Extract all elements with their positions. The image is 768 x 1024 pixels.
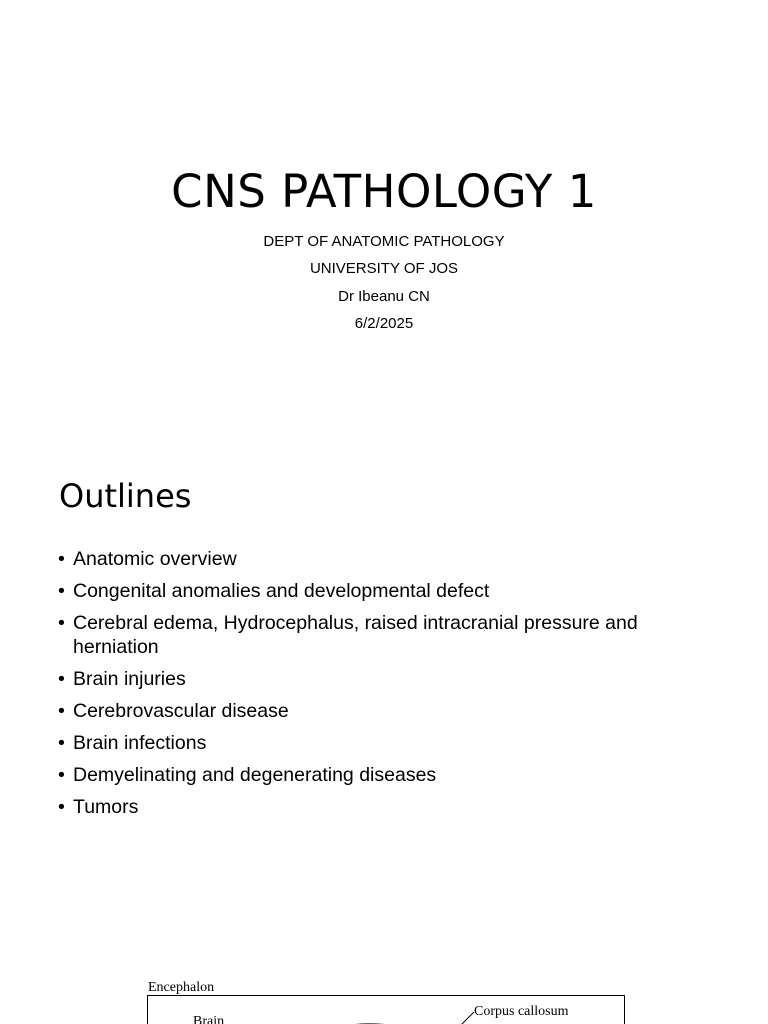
list-item xyxy=(58,700,698,724)
subtitle-date: 6/2/2025 xyxy=(354,314,414,332)
subtitle-block xyxy=(0,228,768,337)
bullet-dot: • xyxy=(58,612,65,635)
brain-diagram xyxy=(147,995,625,1024)
outline-title: Outlines xyxy=(59,477,192,515)
bullet-dot: • xyxy=(58,796,65,819)
list-item xyxy=(58,548,698,572)
bullet-dot: • xyxy=(58,580,65,603)
list-item xyxy=(58,668,698,692)
list-item xyxy=(58,796,698,820)
outline-slide xyxy=(0,432,768,864)
subtitle-university: UNIVERSITY OF JOS xyxy=(309,260,459,278)
list-item-text: Tumors xyxy=(73,796,139,819)
label-encephalon: Encephalon xyxy=(148,980,215,995)
anatomy-slide xyxy=(0,864,768,1024)
slide-title: CNS PATHOLOGY 1 xyxy=(171,165,597,218)
bullet-dot: • xyxy=(58,731,65,754)
list-item-text: Brain injuries xyxy=(73,667,186,690)
corpus-callosum-pointer xyxy=(456,1012,474,1024)
list-item xyxy=(58,612,698,659)
list-item xyxy=(58,764,698,788)
bullet-dot: • xyxy=(58,667,65,690)
label-brain: Brain xyxy=(193,1014,225,1024)
bullet-dot: • xyxy=(58,548,65,570)
list-item-text: Anatomic overview xyxy=(73,548,237,570)
bullet-dot: • xyxy=(58,699,65,722)
list-item xyxy=(58,732,698,756)
outline-list xyxy=(58,548,698,828)
subtitle-department: DEPT OF ANATOMIC PATHOLOGY xyxy=(263,233,505,250)
bullet-dot: • xyxy=(58,764,65,787)
label-corpus-callosum: Corpus callosum xyxy=(474,1004,569,1019)
list-item-text: Brain infections xyxy=(73,731,207,754)
list-item-text: Cerebral edema, Hydrocephalus, raised intracranial pressure and herniation xyxy=(73,612,638,658)
list-item-text: Demyelinating and degenerating diseases xyxy=(73,764,437,787)
subtitle-author: Dr Ibeanu CN xyxy=(338,287,430,305)
list-item-text: Cerebrovascular disease xyxy=(73,699,289,722)
list-item xyxy=(58,580,698,604)
title-slide xyxy=(0,0,768,432)
list-item-text: Congenital anomalies and developmental defect xyxy=(73,580,490,603)
